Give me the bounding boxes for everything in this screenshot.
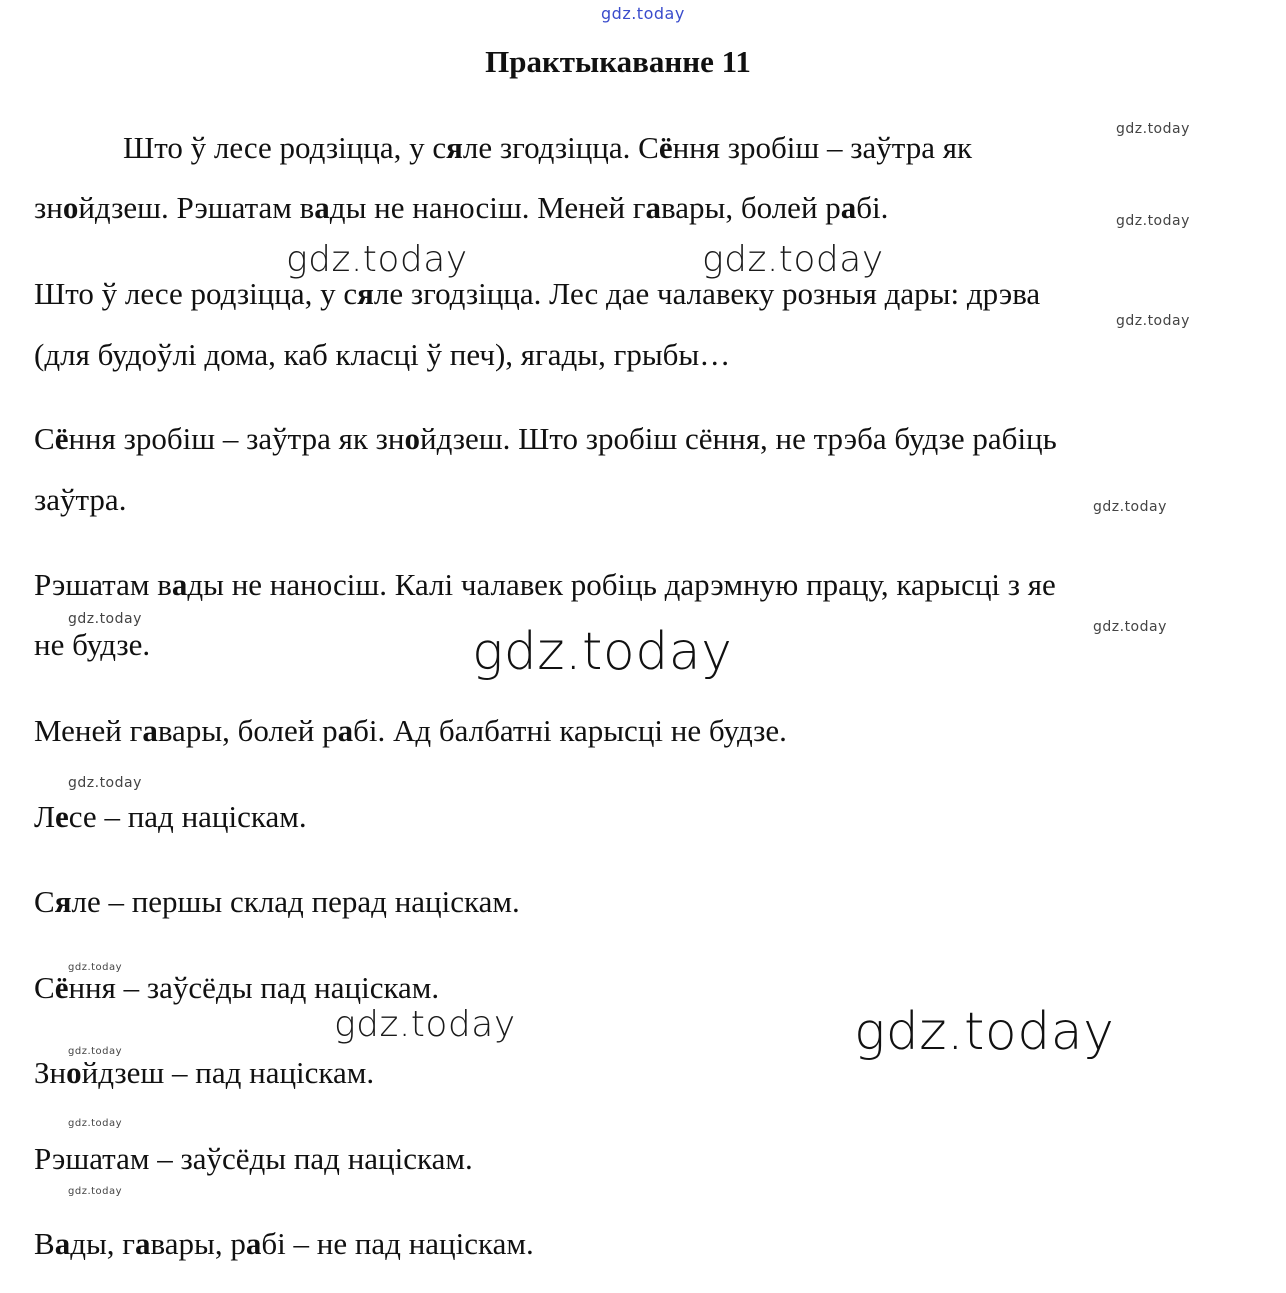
watermark: gdz.today — [334, 1004, 516, 1045]
watermark: gdz.today — [1093, 619, 1167, 635]
watermark: gdz.today — [1116, 313, 1190, 329]
explanation-4-line-1: Меней гавары, болей рабі. Ад балбатні карысці не будзе. — [34, 713, 787, 748]
page-title: Практыкаванне 11 — [485, 44, 751, 79]
watermark: gdz.today — [68, 1046, 123, 1057]
explanation-3-line-1: Рэшатам вады не наносіш. Калі чалавек робіць дарэмную працу, карысці з яе — [34, 567, 1056, 602]
watermark: gdz.today — [702, 239, 884, 280]
watermark: gdz.today — [1116, 121, 1190, 137]
watermark: gdz.today — [854, 1002, 1115, 1062]
stress-note: Вады, гавары, рабі – не пад націскам. — [34, 1226, 534, 1261]
watermark: gdz.today — [1093, 499, 1167, 515]
stress-note: Лесе – пад націскам. — [34, 799, 307, 834]
watermark: gdz.today — [68, 1118, 123, 1129]
explanation-1-line-2: (для будоўлі дома, каб класці ў печ), ягады, грыбы… — [34, 337, 731, 372]
watermark: gdz.today — [472, 622, 733, 682]
stress-note: Знойдзеш – пад націскам. — [34, 1055, 375, 1090]
watermark: gdz.today — [286, 239, 468, 280]
watermark: gdz.today — [1116, 213, 1190, 229]
stress-note: Рэшатам – заўсёды пад націскам. — [34, 1141, 473, 1176]
proverbs-line-1: Што ў лесе родзіцца, у сяле згодзіцца. Сёння зробіш – заўтра як — [123, 130, 973, 165]
watermark: gdz.today — [68, 962, 123, 973]
stress-note: Сёння – заўсёды пад націскам. — [34, 970, 440, 1005]
explanation-1-line-1: Што ў лесе родзіцца, у сяле згодзіцца. Лес дае чалавеку розныя дары: дрэва — [34, 276, 1041, 311]
watermark: gdz.today — [68, 1186, 123, 1197]
explanation-2-line-2: заўтра. — [34, 482, 127, 517]
proverbs-line-2: знойдзеш. Рэшатам вады не наносіш. Меней гавары, болей рабі. — [34, 190, 889, 225]
watermark: gdz.today — [68, 775, 142, 791]
explanation-2-line-1: Сёння зробіш – заўтра як знойдзеш. Што зробіш сёння, не трэба будзе рабіць — [34, 421, 1057, 456]
stress-note: Сяле – першы склад перад націскам. — [34, 884, 520, 919]
watermark: gdz.today — [68, 611, 142, 627]
watermark: gdz.today — [601, 4, 685, 23]
explanation-3-line-2: не будзе. — [34, 627, 151, 662]
